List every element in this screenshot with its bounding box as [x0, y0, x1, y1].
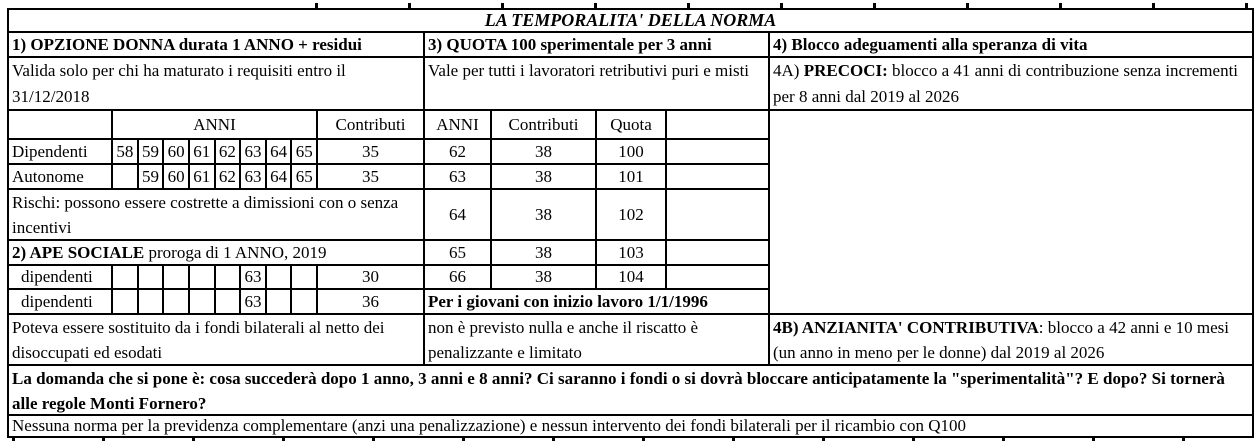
- section4a-bold: PRECOCI:: [803, 61, 888, 80]
- section1-header: 1) OPZIONE DONNA durata 1 ANNO + residui: [9, 33, 425, 58]
- age-cell: 61: [190, 140, 216, 165]
- section-blocco-adeguamenti: [770, 33, 1252, 366]
- table-row: [425, 266, 770, 290]
- anni-header: ANNI: [425, 111, 492, 140]
- age-cell: 63: [241, 290, 267, 315]
- age-cell: 60: [164, 165, 190, 190]
- section4a-prefix: 4A): [773, 61, 804, 80]
- age-cell: [139, 290, 165, 315]
- contributi-cell: 38: [492, 140, 597, 165]
- age-cell: [139, 266, 165, 290]
- age-cell: [113, 290, 139, 315]
- table-row: [425, 190, 770, 241]
- age-cell: [190, 290, 216, 315]
- section2-header-rest: proroga di 1 ANNO, 2019: [144, 243, 327, 262]
- quota-header: Quota: [597, 111, 667, 140]
- contributi-cell: 38: [492, 190, 597, 241]
- age-cell: 64: [267, 140, 293, 165]
- empty-cell: [667, 165, 770, 190]
- age-cell: [113, 266, 139, 290]
- age-cell: 64: [267, 165, 293, 190]
- age-cell: 65: [292, 165, 318, 190]
- age-cell: [216, 290, 242, 315]
- age-cell: 61: [190, 165, 216, 190]
- left-table-header-row: [9, 111, 425, 140]
- age-cell: 63: [241, 140, 267, 165]
- empty-corner-cell: [9, 111, 113, 140]
- rischi-note: Rischi: possono essere costrette a dimissioni con o senza incentivi: [9, 190, 425, 241]
- contributi-cell: 38: [492, 266, 597, 290]
- giovani-note: non è previsto nulla e anche il riscatto è penalizzante e limitato: [425, 315, 770, 366]
- contributi-header: Contributi: [492, 111, 597, 140]
- age-cell: [164, 266, 190, 290]
- section4b-rest: : blocco a 42 anni e 10 mesi (un anno in meno per le donne) dal 2019 al 2026: [773, 318, 1230, 362]
- age-cell: 60: [164, 140, 190, 165]
- section2-header-bold: 2) APE SOCIALE: [12, 243, 145, 262]
- empty-cell: [667, 190, 770, 241]
- section1-footer-note: Poteva essere sostituito da i fondi bilaterali al netto dei disoccupati ed esodati: [9, 315, 425, 366]
- section4b-note: [770, 315, 1252, 366]
- anni-cell: 65: [425, 241, 492, 266]
- row-label: dipendenti: [9, 290, 113, 315]
- empty-cell: [667, 140, 770, 165]
- row-label: dipendenti: [9, 266, 113, 290]
- age-cell: [292, 290, 318, 315]
- section-opzione-donna: [9, 33, 425, 366]
- age-cell: [113, 165, 139, 190]
- question-note: La domanda che si pone è: cosa succederà dopo 1 anno, 3 anni e 8 anni? Ci saranno i fondi o si dovrà bloccare anticipatamente la "sperimentalità"? E dopo? Si tornerà alle regole Monti Fornero?: [9, 366, 1252, 416]
- age-cell: 63: [241, 165, 267, 190]
- section2-header: [9, 241, 425, 266]
- age-cell: 58: [113, 140, 139, 165]
- anni-cell: 63: [425, 165, 492, 190]
- age-cell: [190, 266, 216, 290]
- contributi-cell: 38: [492, 165, 597, 190]
- contributi-cell: 35: [318, 140, 425, 165]
- age-cell: [267, 266, 293, 290]
- table-row: [9, 266, 425, 290]
- age-cell: 59: [139, 140, 165, 165]
- page-title: LA TEMPORALITA' DELLA NORMA: [9, 10, 1252, 33]
- quota-cell: 100: [597, 140, 667, 165]
- empty-cell: [667, 111, 770, 140]
- age-cell: 62: [216, 140, 242, 165]
- quota-cell: 104: [597, 266, 667, 290]
- anni-cell: 66: [425, 266, 492, 290]
- empty-cell: [770, 111, 1252, 315]
- age-cell: [267, 290, 293, 315]
- empty-cell: [667, 241, 770, 266]
- age-cell: [164, 290, 190, 315]
- quota-cell: 103: [597, 241, 667, 266]
- age-cell: 59: [139, 165, 165, 190]
- quota-cell: 101: [597, 165, 667, 190]
- age-cell: [216, 266, 242, 290]
- table-row: [425, 140, 770, 165]
- table-row: [9, 290, 425, 315]
- table-row: [9, 140, 425, 165]
- section4a-rest: blocco a 41 anni di contribuzione senza incrementi per 8 anni dal 2019 al 2026: [773, 61, 1239, 106]
- age-cell: [292, 266, 318, 290]
- section1-subtext: Valida solo per chi ha maturato i requisiti entro il 31/12/2018: [9, 58, 425, 111]
- section3-header: 3) QUOTA 100 sperimentale per 3 anni: [425, 33, 770, 58]
- quota-cell: 102: [597, 190, 667, 241]
- row-label: Autonome: [9, 165, 113, 190]
- table-row: [425, 165, 770, 190]
- document-table: [7, 8, 1254, 438]
- giovani-header: Per i giovani con inizio lavoro 1/1/1996: [425, 290, 770, 315]
- section3-subtext: Vale per tutti i lavoratori retributivi puri e misti: [425, 58, 770, 111]
- anni-cell: 64: [425, 190, 492, 241]
- empty-cell: [667, 266, 770, 290]
- anni-cell: 62: [425, 140, 492, 165]
- table-row: [425, 241, 770, 266]
- closing-note: Nessuna norma per la previdenza complementare (anzi una penalizzazione) e nessun intervento dei fondi bilaterali per il ricambio con Q100: [12, 416, 966, 435]
- contributi-header: Contributi: [318, 111, 425, 140]
- contributi-cell: 35: [318, 165, 425, 190]
- section4a-note: [770, 58, 1252, 111]
- section4-header: 4) Blocco adeguamenti alla speranza di vita: [770, 33, 1252, 58]
- age-cell: 62: [216, 165, 242, 190]
- row-label: Dipendenti: [9, 140, 113, 165]
- quota-table-header-row: [425, 111, 770, 140]
- table-row: [9, 165, 425, 190]
- anni-header: ANNI: [113, 111, 318, 140]
- section4b-bold: 4B) ANZIANITA' CONTRIBUTIVA: [773, 318, 1039, 337]
- contributi-cell: 30: [318, 266, 425, 290]
- contributi-cell: 38: [492, 241, 597, 266]
- contributi-cell: 36: [318, 290, 425, 315]
- section-quota-100: [425, 33, 770, 366]
- age-cell: 65: [292, 140, 318, 165]
- age-cell: 63: [241, 266, 267, 290]
